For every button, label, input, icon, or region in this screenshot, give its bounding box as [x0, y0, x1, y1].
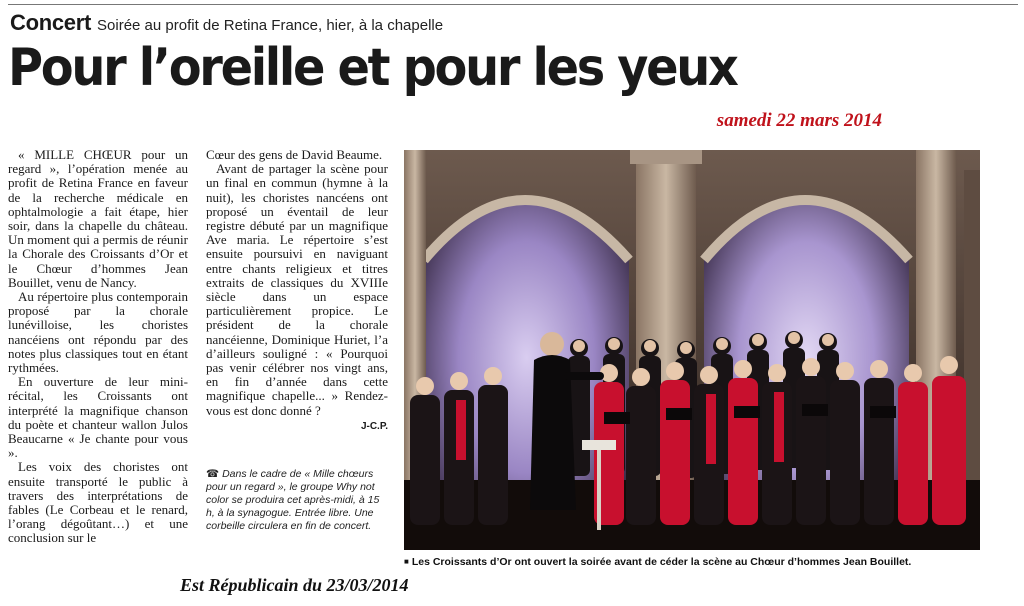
info-box: [206, 468, 388, 533]
phone-icon: ☎: [206, 468, 220, 480]
paragraph: En ouverture de leur mini-récital, les Croissants ont interprété la magnifique chanson du poète et chanteur wallon Julos Beaucarne « Je chante pour vous ».: [8, 374, 188, 461]
article-column-1: [8, 148, 188, 546]
photo-caption: [404, 556, 980, 568]
paragraph: Avant de partager la scène pour un final en commun (hymne à la nuit), les choristes nancéens ont proposé un éventail de leur registre débuté par un magnifique Ave maria. Le répertoire s’est ensuite poursuivi en naviguant entre chants religieux et titres extraits de classiques du XVIIIe siècle dans un espace particulièrement propice. Le président de la chorale nancéienne, Dominique Huriet, l’a d’ailleurs souligné : « Pourquoi pas venir célébrer nos vingt ans, en fin d’année dans cette magnifique chapelle... » Rendez-vous est donc donné ?: [206, 161, 388, 418]
kicker: [10, 10, 443, 36]
concert-photo: [404, 150, 980, 550]
choir-photo-illustration: [404, 150, 980, 550]
paragraph-continuation: Cœur des gens de David Beaume.: [206, 147, 383, 162]
author-signature: J-C.P.: [360, 420, 388, 432]
kicker-subtitle: Soirée au profit de Retina France, hier, à la chapelle: [97, 17, 444, 34]
paragraph: Au répertoire plus contemporain proposé par la chorale lunévilloise, les choristes nancéiens ont répondu par des notes plus classiques tout en étant rythmées.: [8, 289, 188, 376]
source-credit: Est Républicain du 23/03/2014: [180, 575, 409, 595]
paragraph: Les voix des choristes ont ensuite transporté le public à travers des interprétations de fables (Le Corbeau et le renard, l’orang dégoûtant…) et une conclusion sur le: [8, 459, 188, 546]
top-rule: [8, 4, 1018, 5]
publication-date: samedi 22 mars 2014: [716, 110, 882, 131]
caption-text: Les Croissants d’Or ont ouvert la soirée avant de céder la scène au Chœur d’hommes Jean Bouillet.: [411, 556, 912, 568]
info-text: Dans le cadre de « Mille chœurs pour un regard », le groupe Why not color se produira cet après-midi, à 15 h, à la synagogue. Entrée libre. Une corbeille circulera en fin de concert.: [206, 468, 380, 532]
paragraph: « MILLE CHŒUR pour un regard », l’opération menée au profit de Retina France en faveur de la recherche médicale en ophtalmologie a fait étape, hier soir, dans la chapelle du château. Un moment qui a permis de réunir la Chorale des Croissants d’Or et le Chœur d’hommes Jean Bouillet, venu de Nancy.: [8, 147, 188, 290]
kicker-label: Concert: [10, 10, 92, 35]
square-bullet-icon: ■: [404, 557, 409, 566]
article-column-2: [206, 148, 388, 434]
headline: Pour l’oreille et pour les yeux: [8, 38, 737, 98]
